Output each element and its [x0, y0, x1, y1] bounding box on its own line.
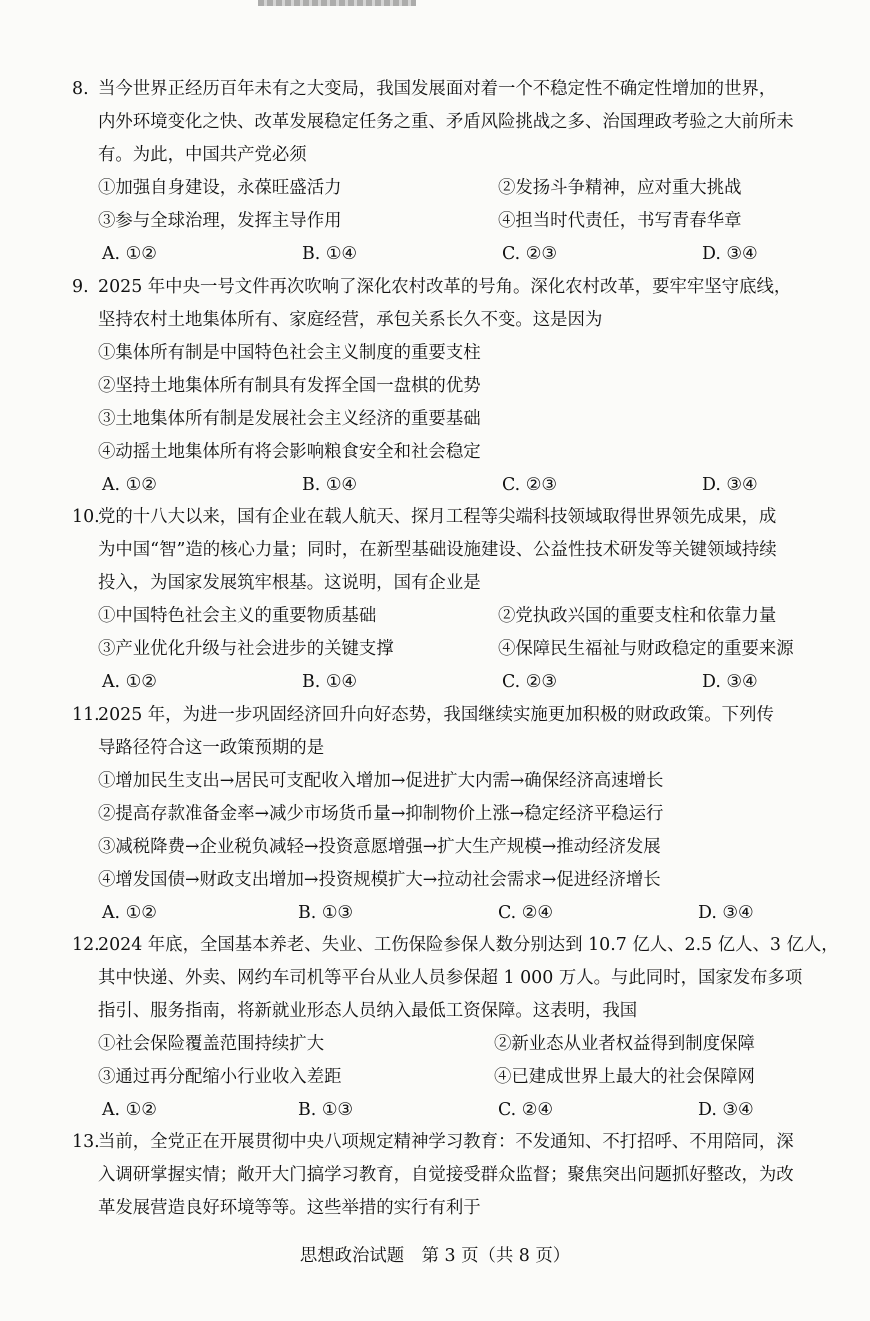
choice-d: D. ③④ [702, 475, 758, 495]
stem-line: 2025 年中央一号文件再次吹响了深化农村改革的号角。深化农村改革，要牢牢坚守底线， [98, 277, 792, 297]
choice-b: B. ①④ [302, 475, 358, 495]
question-number: 13. [72, 1132, 100, 1152]
stem-line: 内外环境变化之快、改革发展稳定任务之重、矛盾风险挑战之多、治国理政考验之大前所未 [98, 112, 794, 132]
choice-b: B. ①③ [298, 1100, 354, 1120]
stem-line: 坚持农村土地集体所有、家庭经营，承包关系长久不变。这是因为 [98, 310, 603, 330]
statement: ①社会保险覆盖范围持续扩大 [98, 1034, 325, 1054]
page-footer: 思想政治试题 第 3 页（共 8 页） [299, 1246, 571, 1266]
statement: ③产业优化升级与社会进步的关键支撑 [98, 639, 394, 659]
question-number: 11. [72, 705, 100, 725]
statement: ③通过再分配缩小行业收入差距 [98, 1067, 342, 1087]
statement: ②新业态从业者权益得到制度保障 [494, 1034, 755, 1054]
statement: ①集体所有制是中国特色社会主义制度的重要支柱 [98, 343, 481, 363]
stem-line: 2024 年底，全国基本养老、失业、工伤保险参保人数分别达到 10.7 亿人、2.5 亿人、3 亿人， [98, 935, 839, 955]
question-13-stem [72, 1126, 844, 1225]
statement: ①中国特色社会主义的重要物质基础 [98, 606, 377, 626]
scan-artifact [258, 0, 416, 6]
statement: ②坚持土地集体所有制具有发挥全国一盘棋的优势 [98, 376, 481, 396]
statement: ④保障民生福祉与财政稳定的重要来源 [498, 639, 794, 659]
question-9-stem [72, 271, 844, 337]
choice-a: A. ①② [102, 244, 157, 264]
choice-d: D. ③④ [702, 672, 758, 692]
question-number: 10. [72, 507, 100, 527]
choice-c: C. ②④ [498, 1100, 553, 1120]
statement: ③参与全球治理，发挥主导作用 [98, 211, 342, 231]
statement: ④已建成世界上最大的社会保障网 [494, 1067, 755, 1087]
statement: ③减税降费→企业税负减轻→投资意愿增强→扩大生产规模→推动经济发展 [98, 837, 661, 857]
question-number: 8. [72, 79, 89, 99]
choice-c: C. ②③ [502, 672, 557, 692]
choice-c: C. ②③ [502, 244, 557, 264]
stem-line: 其中快递、外卖、网约车司机等平台从业人员参保超 1 000 万人。与此同时，国家发布多项 [98, 968, 803, 988]
stem-line: 入调研掌握实情；敞开大门搞学习教育，自觉接受群众监督；聚焦突出问题抓好整改，为改 [98, 1165, 794, 1185]
stem-line: 党的十八大以来，国有企业在载人航天、探月工程等尖端科技领域取得世界领先成果，成 [98, 507, 777, 527]
choice-b: B. ①④ [302, 672, 358, 692]
statement: ④动摇土地集体所有将会影响粮食安全和社会稳定 [98, 442, 481, 462]
stem-line: 为中国“智”造的核心力量；同时，在新型基础设施建设、公益性技术研发等关键领域持续 [98, 540, 777, 560]
stem-line: 当前，全党正在开展贯彻中央八项规定精神学习教育：不发通知、不打招呼、不用陪同，深 [98, 1132, 794, 1152]
choice-c: C. ②③ [502, 475, 557, 495]
statement: ②党执政兴国的重要支柱和依靠力量 [498, 606, 777, 626]
stem-line: 革发展营造良好环境等等。这些举措的实行有利于 [98, 1198, 481, 1218]
stem-line: 投入，为国家发展筑牢根基。这说明，国有企业是 [98, 573, 481, 593]
choice-b: B. ①④ [302, 244, 358, 264]
statement: ①增加民生支出→居民可支配收入增加→促进扩大内需→确保经济高速增长 [98, 771, 664, 791]
statement: ②发扬斗争精神，应对重大挑战 [498, 178, 742, 198]
choice-a: A. ①② [102, 672, 157, 692]
choice-a: A. ①② [102, 903, 157, 923]
question-10-stem [72, 501, 844, 600]
stem-line: 有。为此，中国共产党必须 [98, 145, 307, 165]
statement: ③土地集体所有制是发展社会主义经济的重要基础 [98, 409, 481, 429]
choice-a: A. ①② [102, 1100, 157, 1120]
stem-line: 当今世界正经历百年未有之大变局，我国发展面对着一个不稳定性不确定性增加的世界， [98, 79, 777, 99]
choice-d: D. ③④ [702, 244, 758, 264]
question-8-stem [72, 73, 844, 172]
choice-a: A. ①② [102, 475, 157, 495]
choice-c: C. ②④ [498, 903, 553, 923]
question-12-stem [72, 929, 844, 1028]
question-11-stem [72, 699, 844, 765]
statement: ①加强自身建设，永葆旺盛活力 [98, 178, 342, 198]
statement: ④增发国债→财政支出增加→投资规模扩大→拉动社会需求→促进经济增长 [98, 870, 661, 890]
stem-line: 指引、服务指南，将新就业形态人员纳入最低工资保障。这表明，我国 [98, 1001, 638, 1021]
choice-d: D. ③④ [698, 903, 754, 923]
question-number: 9. [72, 277, 89, 297]
choice-b: B. ①③ [298, 903, 354, 923]
stem-line: 导路径符合这一政策预期的是 [98, 738, 325, 758]
statement: ②提高存款准备金率→减少市场货币量→抑制物价上涨→稳定经济平稳运行 [98, 804, 664, 824]
question-number: 12. [72, 935, 100, 955]
stem-line: 2025 年，为进一步巩固经济回升向好态势，我国继续实施更加积极的财政政策。下列传 [98, 705, 774, 725]
statement: ④担当时代责任，书写青春华章 [498, 211, 742, 231]
choice-d: D. ③④ [698, 1100, 754, 1120]
